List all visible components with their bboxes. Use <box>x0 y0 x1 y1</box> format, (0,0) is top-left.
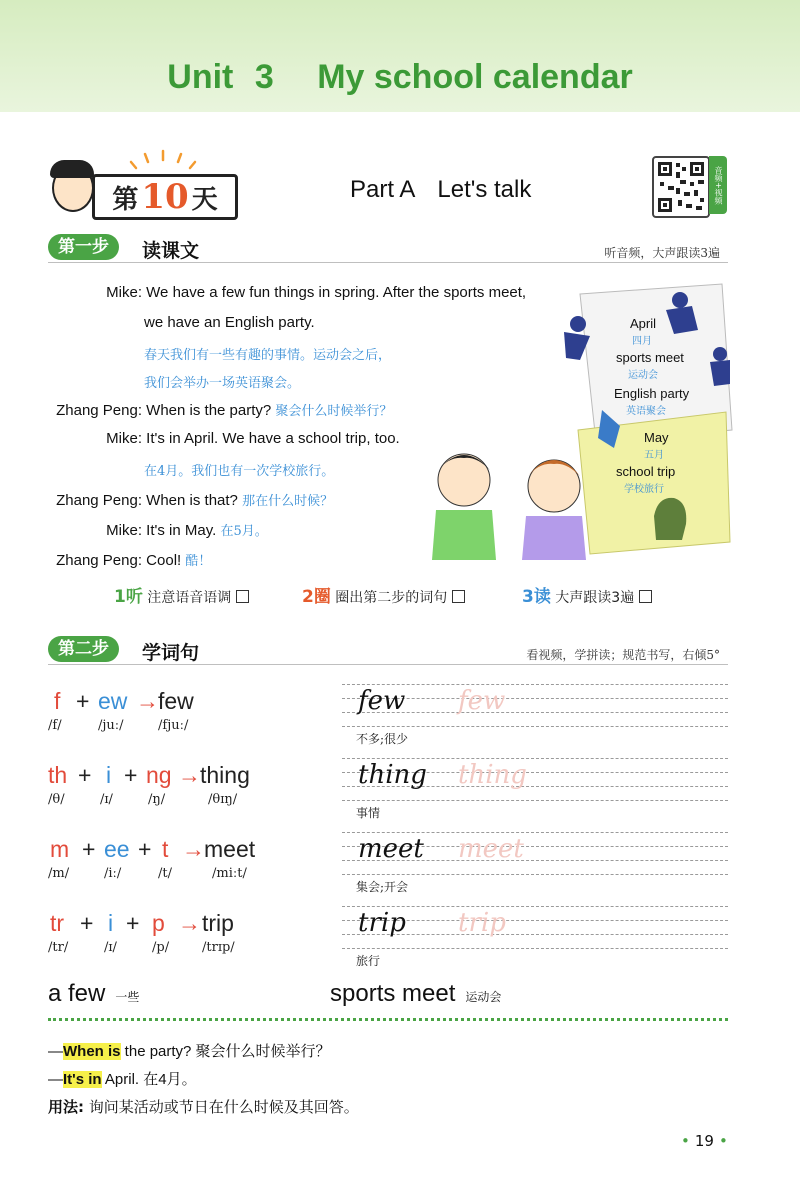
step2-pill: 第二步 <box>48 636 119 662</box>
ipa-word: /fjuː/ <box>158 718 189 733</box>
unit-title <box>0 58 800 97</box>
phonics-part: ee <box>104 836 130 862</box>
writing-area-few[interactable] <box>342 684 728 746</box>
phrase-en: a few <box>48 980 106 1007</box>
plus-sign: + <box>76 688 90 714</box>
step2-divider <box>48 664 728 665</box>
phrase-cn: 一些 <box>115 990 140 1004</box>
task-listen <box>114 582 249 607</box>
svg-text:五月: 五月 <box>644 450 664 461</box>
speaker: Mike: <box>106 522 142 539</box>
step1-divider <box>48 262 728 263</box>
part-title <box>350 176 531 204</box>
line-en: When is the party? <box>146 402 272 419</box>
speaker: Zhang Peng: <box>56 552 142 569</box>
plus-sign: + <box>124 762 138 788</box>
speaker: Zhang Peng: <box>56 492 142 509</box>
usage-note <box>48 1096 359 1117</box>
phonics-part: p <box>152 910 165 936</box>
phonics-part: th <box>48 762 68 788</box>
svg-text:学校旅行: 学校旅行 <box>624 484 664 495</box>
ipa: /p/ <box>152 940 170 955</box>
plus-sign: + <box>138 836 152 862</box>
task-checkbox[interactable] <box>639 590 652 603</box>
qr-code-icon[interactable] <box>652 156 710 218</box>
line-cn: 春天我们有一些有趣的事情。运动会之后， <box>144 348 392 363</box>
sentence-answer <box>48 1068 197 1089</box>
ipa: /tr/ <box>48 940 69 955</box>
arrow-icon: → <box>136 688 159 714</box>
phonics-part: i <box>108 910 114 936</box>
part-name: Let's talk <box>437 176 532 203</box>
step1-hint: 听音频，大声跟读3遍 <box>604 246 720 260</box>
svg-text:四月: 四月 <box>632 336 652 347</box>
task-num: 2圈 <box>302 587 331 607</box>
arrow-icon: → <box>178 762 201 788</box>
ipa: /juː/ <box>98 718 124 733</box>
dialogue-line <box>144 372 300 391</box>
writing-area-trip[interactable] <box>342 906 728 968</box>
sentence-rest: April. 在4月。 <box>101 1071 197 1088</box>
line-cn: 在5月。 <box>220 524 268 539</box>
ipa: /m/ <box>48 866 70 881</box>
task-num: 1听 <box>114 587 143 607</box>
dialogue-line <box>144 314 315 331</box>
line-en: When is that? <box>146 492 238 509</box>
phonics-part: i <box>106 762 112 788</box>
line-cn: 我们会举办一场英语聚会。 <box>144 376 301 391</box>
speaker: Mike: <box>106 430 142 447</box>
step1-name: 读课文 <box>142 240 200 262</box>
svg-text:English party: English party <box>614 386 690 401</box>
dialogue-line <box>144 460 334 479</box>
word-meaning: 不多;很少 <box>356 732 409 746</box>
handwriting-sample: meet <box>358 834 424 864</box>
dialogue-line <box>144 344 391 363</box>
task-num: 3读 <box>522 587 551 607</box>
usage-text: 询问某活动或节日在什么时候及其回答。 <box>84 1098 359 1116</box>
phonics-part: ng <box>146 762 172 788</box>
plus-sign: + <box>80 910 94 936</box>
day-suffix: 天 <box>191 184 218 215</box>
svg-text:April: April <box>630 316 657 331</box>
page-number: • 19 • <box>681 1132 728 1150</box>
task-checkbox[interactable] <box>236 590 249 603</box>
phonics-part: f <box>54 688 61 714</box>
dash: — <box>48 1071 63 1088</box>
highlight: When is <box>63 1043 121 1060</box>
handwriting-sample: thing <box>358 760 427 790</box>
arrow-icon: → <box>182 836 205 862</box>
phonics-word: meet <box>204 836 256 862</box>
dialogue-line <box>0 430 400 447</box>
tracing-sample: trip <box>458 908 506 938</box>
ipa: /t/ <box>158 866 172 881</box>
sentence-rest: the party? 聚会什么时候举行？ <box>120 1043 331 1060</box>
phonics-part: tr <box>50 910 65 936</box>
plus-sign: + <box>126 910 140 936</box>
speaker: Mike: <box>106 284 142 301</box>
line-en: It's in May. <box>146 522 217 539</box>
ipa-word: /trɪp/ <box>202 940 235 955</box>
unit-number: 3 <box>254 58 274 96</box>
task-checkbox[interactable] <box>452 590 465 603</box>
phrase-en: sports meet <box>330 980 456 1007</box>
ipa: /ɪ/ <box>104 940 117 955</box>
phrase-cn: 运动会 <box>465 990 502 1004</box>
task-circle <box>302 582 465 607</box>
plus-sign: + <box>82 836 96 862</box>
phonics-word: trip <box>202 910 234 936</box>
ipa: /ɪ/ <box>100 792 113 807</box>
word-meaning: 集会;开会 <box>356 880 409 894</box>
svg-text:英语聚会: 英语聚会 <box>626 406 666 417</box>
unit-label: Unit <box>167 58 234 96</box>
line-en: It's in April. We have a school trip, too. <box>146 430 400 447</box>
step1-pill: 第一步 <box>48 234 119 260</box>
day-prefix: 第 <box>112 184 139 215</box>
tracing-sample: few <box>458 686 506 716</box>
part-label: Part A <box>350 176 416 203</box>
line-cn: 那在什么时候？ <box>242 494 334 509</box>
step2-name: 学词句 <box>142 642 200 664</box>
handwriting-sample: few <box>358 686 406 716</box>
phrase-a-few <box>48 980 139 1008</box>
line-en: We have a few fun things in spring. After the sports meet, <box>146 284 527 301</box>
svg-text:运动会: 运动会 <box>628 370 658 381</box>
dash: — <box>48 1043 63 1060</box>
svg-text:school trip: school trip <box>616 464 676 479</box>
phonics-part: t <box>162 836 169 862</box>
phrase-sports-meet <box>330 980 501 1008</box>
dialogue-line <box>0 400 392 419</box>
unit-name: My school calendar <box>317 58 633 96</box>
handwriting-sample: trip <box>358 908 406 938</box>
dialogue-line <box>0 490 333 509</box>
svg-text:sports meet: sports meet <box>616 350 684 365</box>
phonics-part: m <box>50 836 70 862</box>
phonics-part: ew <box>98 688 128 714</box>
ipa: /θ/ <box>48 792 65 807</box>
step2-hint: 看视频，学拼读；规范书写，右倾5° <box>526 648 720 662</box>
usage-label: 用法: <box>48 1098 84 1116</box>
ipa: /ŋ/ <box>148 792 166 807</box>
svg-text:May: May <box>644 430 669 445</box>
task-text: 注意语音语调 <box>147 590 232 606</box>
kid-hair <box>50 160 94 178</box>
word-meaning: 事情 <box>356 806 381 820</box>
writing-area-thing[interactable] <box>342 758 728 820</box>
tracing-sample: thing <box>458 760 527 790</box>
speaker: Zhang Peng: <box>56 402 142 419</box>
task-text: 大声跟读3遍 <box>555 590 635 606</box>
word-meaning: 旅行 <box>356 954 381 968</box>
arrow-icon: → <box>178 910 201 936</box>
dotted-divider <box>48 1018 728 1021</box>
dialogue-line <box>0 550 211 569</box>
page-number-value: 19 <box>694 1132 714 1150</box>
sun-rays-icon <box>128 148 198 172</box>
highlight: It's in <box>63 1071 102 1088</box>
ipa-word: /miːt/ <box>212 866 247 881</box>
line-cn: 酷！ <box>185 554 212 569</box>
writing-area-meet[interactable] <box>342 832 728 894</box>
task-text: 圈出第二步的词句 <box>335 590 448 606</box>
calendar-illustration <box>430 280 740 560</box>
qr-tag: 音频+视频 <box>709 156 727 214</box>
ipa: /f/ <box>48 718 62 733</box>
day-number: 10 <box>141 177 189 217</box>
line-cn: 在4月。我们也有一次学校旅行。 <box>144 464 335 479</box>
dialogue-line <box>0 520 268 539</box>
sentence-question <box>48 1040 331 1061</box>
day-badge <box>92 174 238 220</box>
ipa: /iː/ <box>104 866 122 881</box>
phonics-word: few <box>158 688 194 714</box>
tracing-sample: meet <box>458 834 524 864</box>
task-read <box>522 582 652 607</box>
plus-sign: + <box>78 762 92 788</box>
phonics-word: thing <box>200 762 250 788</box>
line-en: Cool! <box>146 552 182 569</box>
line-cn: 聚会什么时候举行？ <box>275 404 393 419</box>
line-en: we have an English party. <box>144 314 315 331</box>
ipa-word: /θɪŋ/ <box>208 792 238 807</box>
